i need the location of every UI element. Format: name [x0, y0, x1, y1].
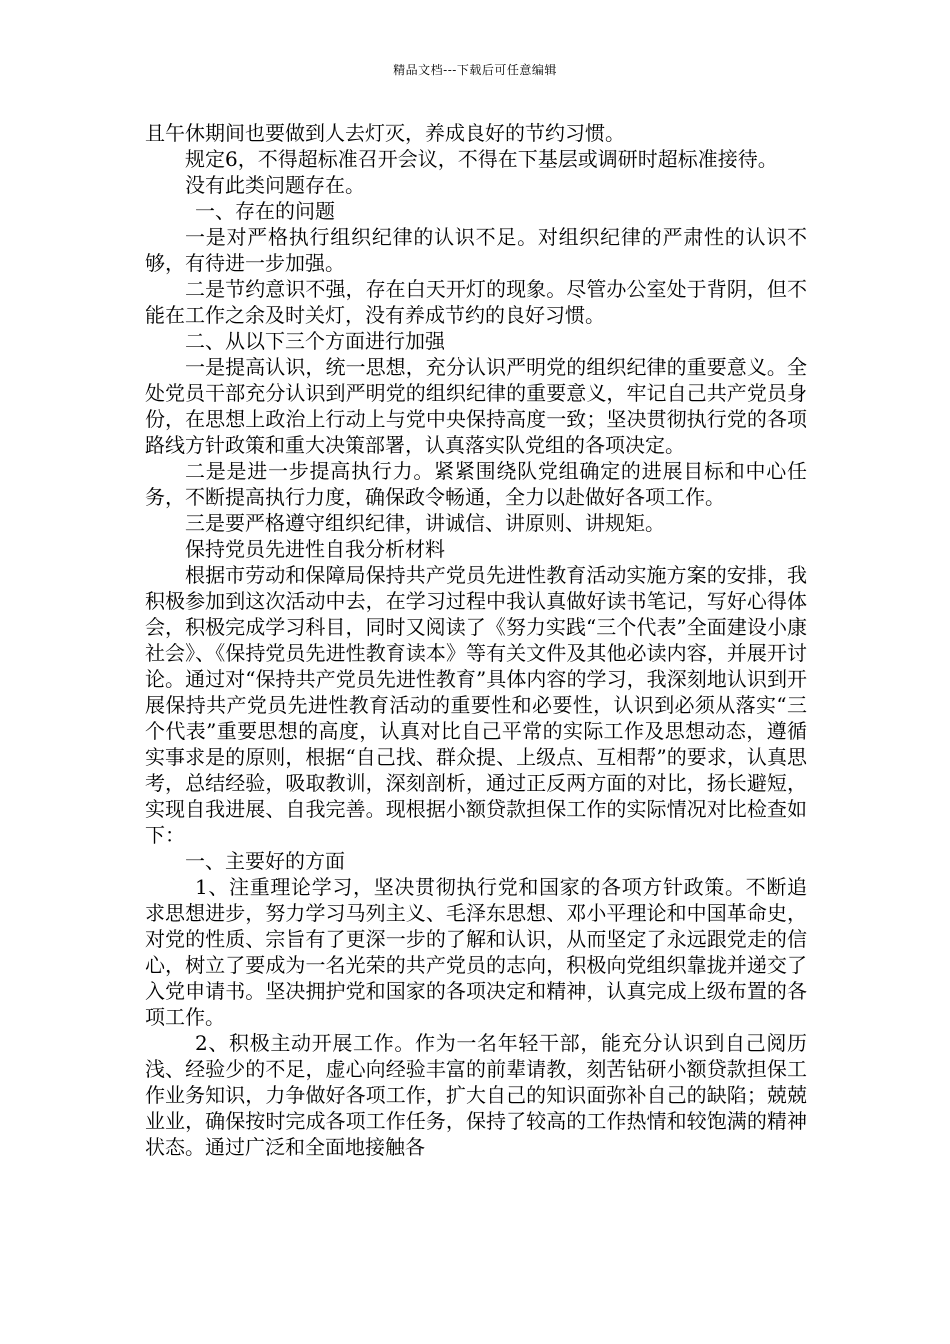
paragraph-strength-2: 2、积极主动开展工作。作为一名年轻干部，能充分认识到自己阅历浅、经验少的不足，虚心向经验丰富的前辈请教，刻苦钻研小额贷款担保工作业务知识，力争做好各项工作，扩大自己的知识面弥补自己的缺陷；兢兢业业，确保按时完成各项工作任务，保持了较高的工作热情和较饱满的精神状态。通过广泛和全面地接触各: [145, 1031, 807, 1159]
paragraph-rule-6: 规定6，不得超标准召开会议，不得在下基层或调研时超标准接待。: [185, 147, 778, 171]
paragraph-no-issue: 没有此类问题存在。: [185, 173, 365, 197]
document-body: [145, 120, 807, 1160]
paragraph-strength-1: 1、注重理论学习，坚决贯彻执行党和国家的各项方针政策。不断追求思想进步，努力学习马列主义、毛泽东思想、邓小平理论和中国革命史，对党的性质、宗旨有了更深一步的了解和认识，从而坚定了永远跟党走的信心，树立了要成为一名光荣的共产党员的志向，积极向党组织靠拢并递交了入党申请书。坚决拥护党和国家的各项决定和精神，认真完成上级布置的各项工作。: [145, 875, 807, 1029]
section-heading-improvements: 二、从以下三个方面进行加强: [185, 329, 445, 353]
paragraph-introduction: 根据市劳动和保障局保持共产党员先进性教育活动实施方案的安排，我积极参加到这次活动中去，在学习过程中我认真做好读书笔记，写好心得体会，积极完成学习科目，同时又阅读了《努力实践“三个代表”全面建设小康社会》、《保持党员先进性教育读本》等有关文件及其他必读内容，并展开讨论。通过对“保持共产党员先进性教育”具体内容的学习，我深刻地认识到开展保持共产党员先进性教育活动的重要性和必要性，认识到必须从落实“三个代表”重要思想的高度，认真对比自己平常的实际工作及思想动态，遵循实事求是的原则，根据“自己找、群众提、上级点、互相帮”的要求，认真思考，总结经验，吸取教训，深刻剖析，通过正反两方面的对比，扬长避短，实现自我进展、自我完善。现根据小额贷款担保工作的实际情况对比检查如下：: [145, 563, 807, 847]
paragraph-improvement-1: 一是提高认识，统一思想，充分认识严明党的组织纪律的重要意义。全处党员干部充分认识到严明党的组织纪律的重要意义，牢记自己共产党员身份，在思想上政治上行动上与党中央保持高度一致；坚决贯彻执行党的各项路线方针政策和重大决策部署，认真落实队党组的各项决定。: [145, 355, 807, 457]
section-heading-strengths: 一、主要好的方面: [185, 849, 345, 873]
document-subtitle: 保持党员先进性自我分析材料: [185, 537, 445, 561]
paragraph-problem-1: 一是对严格执行组织纪律的认识不足。对组织纪律的严肃性的认识不够，有待进一步加强。: [145, 225, 807, 275]
paragraph-problem-2: 二是节约意识不强，存在白天开灯的现象。尽管办公室处于背阴，但不能在工作之余及时关灯，没有养成节约的良好习惯。: [145, 277, 807, 327]
paragraph-improvement-3: 三是要严格遵守组织纪律，讲诚信、讲原则、讲规矩。: [185, 511, 665, 535]
section-heading-problems: 一、存在的问题: [195, 199, 335, 223]
paragraph-improvement-2: 二是是进一步提高执行力。紧紧围绕队党组确定的进展目标和中心任务，不断提高执行力度，确保政令畅通，全力以赴做好各项工作。: [145, 459, 807, 509]
page-header-note: 精品文档---下载后可任意编辑: [393, 63, 557, 77]
paragraph-continuation: 且午休期间也要做到人去灯灭，养成良好的节约习惯。: [145, 121, 625, 145]
